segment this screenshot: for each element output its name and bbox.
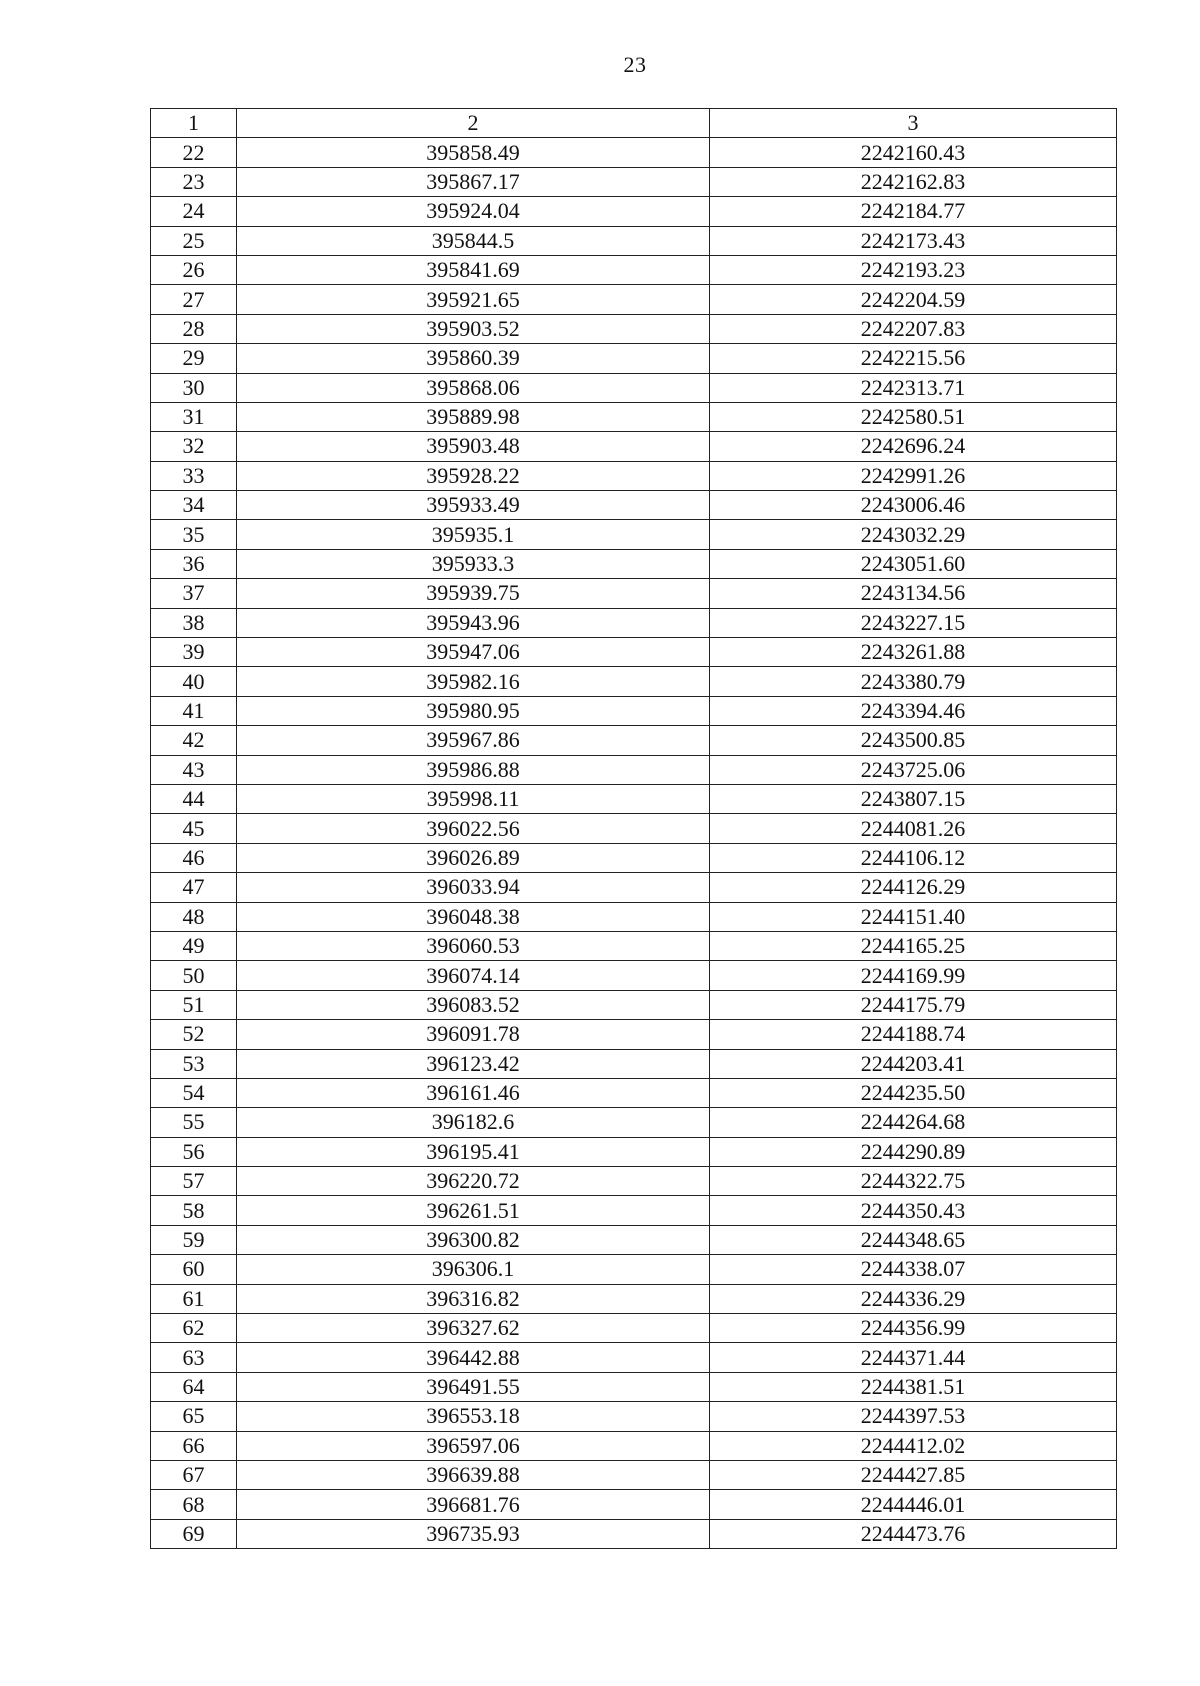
table-row: [151, 520, 1117, 549]
x-coordinate-cell: 395939.75: [237, 579, 710, 608]
x-coordinate-cell: 396327.62: [237, 1314, 710, 1343]
y-coordinate-cell: 2242193.23: [710, 255, 1117, 284]
y-coordinate-cell: 2244264.68: [710, 1108, 1117, 1137]
point-number-cell: 42: [151, 726, 237, 755]
x-coordinate-cell: 396735.93: [237, 1519, 710, 1548]
table-row: [151, 344, 1117, 373]
y-coordinate-cell: 2244169.99: [710, 961, 1117, 990]
table-row: [151, 667, 1117, 696]
table-row: [151, 1372, 1117, 1401]
y-coordinate-cell: 2242313.71: [710, 373, 1117, 402]
y-coordinate-cell: 2244348.65: [710, 1225, 1117, 1254]
table-row: [151, 167, 1117, 196]
table-row: [151, 226, 1117, 255]
point-number-cell: 55: [151, 1108, 237, 1137]
y-coordinate-cell: 2244151.40: [710, 902, 1117, 931]
table-row: [151, 1225, 1117, 1254]
y-coordinate-cell: 2243051.60: [710, 549, 1117, 578]
y-coordinate-cell: 2244371.44: [710, 1343, 1117, 1372]
point-number-cell: 29: [151, 344, 237, 373]
x-coordinate-cell: 396074.14: [237, 961, 710, 990]
x-coordinate-cell: 396026.89: [237, 843, 710, 872]
y-coordinate-cell: 2243006.46: [710, 491, 1117, 520]
y-coordinate-cell: 2244235.50: [710, 1078, 1117, 1107]
y-coordinate-cell: 2243261.88: [710, 638, 1117, 667]
point-number-cell: 38: [151, 608, 237, 637]
table-row: [151, 843, 1117, 872]
point-number-cell: 41: [151, 696, 237, 725]
point-number-cell: 54: [151, 1078, 237, 1107]
point-number-cell: 33: [151, 461, 237, 490]
x-coordinate-cell: 395982.16: [237, 667, 710, 696]
table-row: [151, 491, 1117, 520]
y-coordinate-cell: 2244322.75: [710, 1167, 1117, 1196]
point-number-cell: 57: [151, 1167, 237, 1196]
table-row: [151, 285, 1117, 314]
table-row: [151, 1519, 1117, 1548]
point-number-cell: 46: [151, 843, 237, 872]
y-coordinate-cell: 2244336.29: [710, 1284, 1117, 1313]
x-coordinate-cell: 396491.55: [237, 1372, 710, 1401]
point-number-cell: 67: [151, 1460, 237, 1489]
point-number-cell: 36: [151, 549, 237, 578]
table-row: [151, 1137, 1117, 1166]
y-coordinate-cell: 2243134.56: [710, 579, 1117, 608]
table-row: [151, 784, 1117, 813]
y-coordinate-cell: 2244290.89: [710, 1137, 1117, 1166]
x-coordinate-cell: 395935.1: [237, 520, 710, 549]
y-coordinate-cell: 2244081.26: [710, 814, 1117, 843]
table-row: [151, 1284, 1117, 1313]
y-coordinate-cell: 2244473.76: [710, 1519, 1117, 1548]
x-coordinate-cell: 396048.38: [237, 902, 710, 931]
x-coordinate-cell: 395868.06: [237, 373, 710, 402]
point-number-cell: 60: [151, 1255, 237, 1284]
x-coordinate-cell: 396123.42: [237, 1049, 710, 1078]
table-row: [151, 1049, 1117, 1078]
y-coordinate-cell: 2242173.43: [710, 226, 1117, 255]
table-row: [151, 461, 1117, 490]
point-number-cell: 53: [151, 1049, 237, 1078]
table-row: [151, 1078, 1117, 1107]
x-coordinate-cell: 395928.22: [237, 461, 710, 490]
x-coordinate-cell: 395921.65: [237, 285, 710, 314]
table-row: [151, 1108, 1117, 1137]
point-number-cell: 58: [151, 1196, 237, 1225]
table-row: [151, 961, 1117, 990]
point-number-cell: 25: [151, 226, 237, 255]
point-number-cell: 45: [151, 814, 237, 843]
x-coordinate-cell: 396316.82: [237, 1284, 710, 1313]
x-coordinate-cell: 395933.49: [237, 491, 710, 520]
point-number-cell: 23: [151, 167, 237, 196]
y-coordinate-cell: 2244446.01: [710, 1490, 1117, 1519]
y-coordinate-cell: 2244106.12: [710, 843, 1117, 872]
table-row: [151, 1490, 1117, 1519]
table-row: [151, 1314, 1117, 1343]
x-coordinate-cell: 396161.46: [237, 1078, 710, 1107]
x-coordinate-cell: 396091.78: [237, 1020, 710, 1049]
table-row: [151, 402, 1117, 431]
point-number-cell: 68: [151, 1490, 237, 1519]
y-coordinate-cell: 2243032.29: [710, 520, 1117, 549]
point-number-cell: 30: [151, 373, 237, 402]
table-row: [151, 1431, 1117, 1460]
coordinates-table-body: [151, 109, 1117, 1549]
point-number-cell: 62: [151, 1314, 237, 1343]
point-number-cell: 64: [151, 1372, 237, 1401]
point-number-cell: 65: [151, 1402, 237, 1431]
x-coordinate-cell: 395844.5: [237, 226, 710, 255]
y-coordinate-cell: 2242162.83: [710, 167, 1117, 196]
table-row: [151, 373, 1117, 402]
y-coordinate-cell: 2242204.59: [710, 285, 1117, 314]
y-coordinate-cell: 2242991.26: [710, 461, 1117, 490]
y-coordinate-cell: 2242160.43: [710, 138, 1117, 167]
y-coordinate-cell: 2243725.06: [710, 755, 1117, 784]
table-row: [151, 1460, 1117, 1489]
y-coordinate-cell: 2243380.79: [710, 667, 1117, 696]
table-row: [151, 755, 1117, 784]
y-coordinate-cell: 2244350.43: [710, 1196, 1117, 1225]
point-number-cell: 43: [151, 755, 237, 784]
point-number-cell: 32: [151, 432, 237, 461]
table-row: [151, 197, 1117, 226]
x-coordinate-cell: 395947.06: [237, 638, 710, 667]
x-coordinate-cell: 395858.49: [237, 138, 710, 167]
table-header-row: [151, 109, 1117, 138]
x-coordinate-cell: 395998.11: [237, 784, 710, 813]
y-coordinate-cell: 2244165.25: [710, 931, 1117, 960]
y-coordinate-cell: 2244381.51: [710, 1372, 1117, 1401]
x-coordinate-cell: 396597.06: [237, 1431, 710, 1460]
x-coordinate-cell: 396261.51: [237, 1196, 710, 1225]
table-row: [151, 432, 1117, 461]
y-coordinate-cell: 2243807.15: [710, 784, 1117, 813]
point-number-cell: 24: [151, 197, 237, 226]
table-row: [151, 1167, 1117, 1196]
x-coordinate-cell: 396195.41: [237, 1137, 710, 1166]
x-coordinate-cell: 395967.86: [237, 726, 710, 755]
x-coordinate-cell: 395986.88: [237, 755, 710, 784]
point-number-cell: 49: [151, 931, 237, 960]
y-coordinate-cell: 2244126.29: [710, 873, 1117, 902]
point-number-cell: 44: [151, 784, 237, 813]
table-row: [151, 696, 1117, 725]
x-coordinate-cell: 395860.39: [237, 344, 710, 373]
point-number-cell: 47: [151, 873, 237, 902]
x-coordinate-cell: 395889.98: [237, 402, 710, 431]
coordinates-table: [150, 108, 1117, 1549]
x-coordinate-cell: 395943.96: [237, 608, 710, 637]
table-row: [151, 931, 1117, 960]
y-coordinate-cell: 2242580.51: [710, 402, 1117, 431]
x-coordinate-cell: 396639.88: [237, 1460, 710, 1489]
x-coordinate-cell: 396083.52: [237, 990, 710, 1019]
x-coordinate-cell: 396220.72: [237, 1167, 710, 1196]
table-row: [151, 138, 1117, 167]
x-coordinate-cell: 395867.17: [237, 167, 710, 196]
column-header-1: 1: [151, 109, 237, 138]
y-coordinate-cell: 2244203.41: [710, 1049, 1117, 1078]
table-row: [151, 902, 1117, 931]
y-coordinate-cell: 2243500.85: [710, 726, 1117, 755]
point-number-cell: 69: [151, 1519, 237, 1548]
x-coordinate-cell: 395924.04: [237, 197, 710, 226]
table-row: [151, 608, 1117, 637]
y-coordinate-cell: 2242207.83: [710, 314, 1117, 343]
table-row: [151, 1343, 1117, 1372]
x-coordinate-cell: 396033.94: [237, 873, 710, 902]
point-number-cell: 61: [151, 1284, 237, 1313]
point-number-cell: 39: [151, 638, 237, 667]
table-row: [151, 314, 1117, 343]
point-number-cell: 48: [151, 902, 237, 931]
table-row: [151, 1402, 1117, 1431]
x-coordinate-cell: 396306.1: [237, 1255, 710, 1284]
table-row: [151, 579, 1117, 608]
table-row: [151, 1196, 1117, 1225]
y-coordinate-cell: 2242184.77: [710, 197, 1117, 226]
y-coordinate-cell: 2242696.24: [710, 432, 1117, 461]
y-coordinate-cell: 2242215.56: [710, 344, 1117, 373]
y-coordinate-cell: 2244338.07: [710, 1255, 1117, 1284]
point-number-cell: 31: [151, 402, 237, 431]
point-number-cell: 28: [151, 314, 237, 343]
table-row: [151, 990, 1117, 1019]
point-number-cell: 56: [151, 1137, 237, 1166]
y-coordinate-cell: 2243227.15: [710, 608, 1117, 637]
point-number-cell: 37: [151, 579, 237, 608]
table-row: [151, 255, 1117, 284]
x-coordinate-cell: 396681.76: [237, 1490, 710, 1519]
x-coordinate-cell: 396182.6: [237, 1108, 710, 1137]
table-row: [151, 638, 1117, 667]
table-row: [151, 1020, 1117, 1049]
point-number-cell: 50: [151, 961, 237, 990]
x-coordinate-cell: 396060.53: [237, 931, 710, 960]
point-number-cell: 34: [151, 491, 237, 520]
point-number-cell: 27: [151, 285, 237, 314]
table-row: [151, 873, 1117, 902]
y-coordinate-cell: 2244412.02: [710, 1431, 1117, 1460]
page-number: 23: [623, 52, 647, 77]
point-number-cell: 35: [151, 520, 237, 549]
point-number-cell: 51: [151, 990, 237, 1019]
column-header-2: 2: [237, 109, 710, 138]
point-number-cell: 26: [151, 255, 237, 284]
y-coordinate-cell: 2244397.53: [710, 1402, 1117, 1431]
point-number-cell: 22: [151, 138, 237, 167]
point-number-cell: 40: [151, 667, 237, 696]
x-coordinate-cell: 396300.82: [237, 1225, 710, 1254]
point-number-cell: 59: [151, 1225, 237, 1254]
x-coordinate-cell: 396442.88: [237, 1343, 710, 1372]
y-coordinate-cell: 2244175.79: [710, 990, 1117, 1019]
point-number-cell: 63: [151, 1343, 237, 1372]
x-coordinate-cell: 395980.95: [237, 696, 710, 725]
column-header-3: 3: [710, 109, 1117, 138]
x-coordinate-cell: 395903.52: [237, 314, 710, 343]
x-coordinate-cell: 395933.3: [237, 549, 710, 578]
y-coordinate-cell: 2244356.99: [710, 1314, 1117, 1343]
point-number-cell: 66: [151, 1431, 237, 1460]
table-row: [151, 549, 1117, 578]
table-row: [151, 726, 1117, 755]
table-row: [151, 1255, 1117, 1284]
x-coordinate-cell: 396553.18: [237, 1402, 710, 1431]
x-coordinate-cell: 395903.48: [237, 432, 710, 461]
y-coordinate-cell: 2243394.46: [710, 696, 1117, 725]
x-coordinate-cell: 395841.69: [237, 255, 710, 284]
point-number-cell: 52: [151, 1020, 237, 1049]
x-coordinate-cell: 396022.56: [237, 814, 710, 843]
table-row: [151, 814, 1117, 843]
y-coordinate-cell: 2244188.74: [710, 1020, 1117, 1049]
y-coordinate-cell: 2244427.85: [710, 1460, 1117, 1489]
